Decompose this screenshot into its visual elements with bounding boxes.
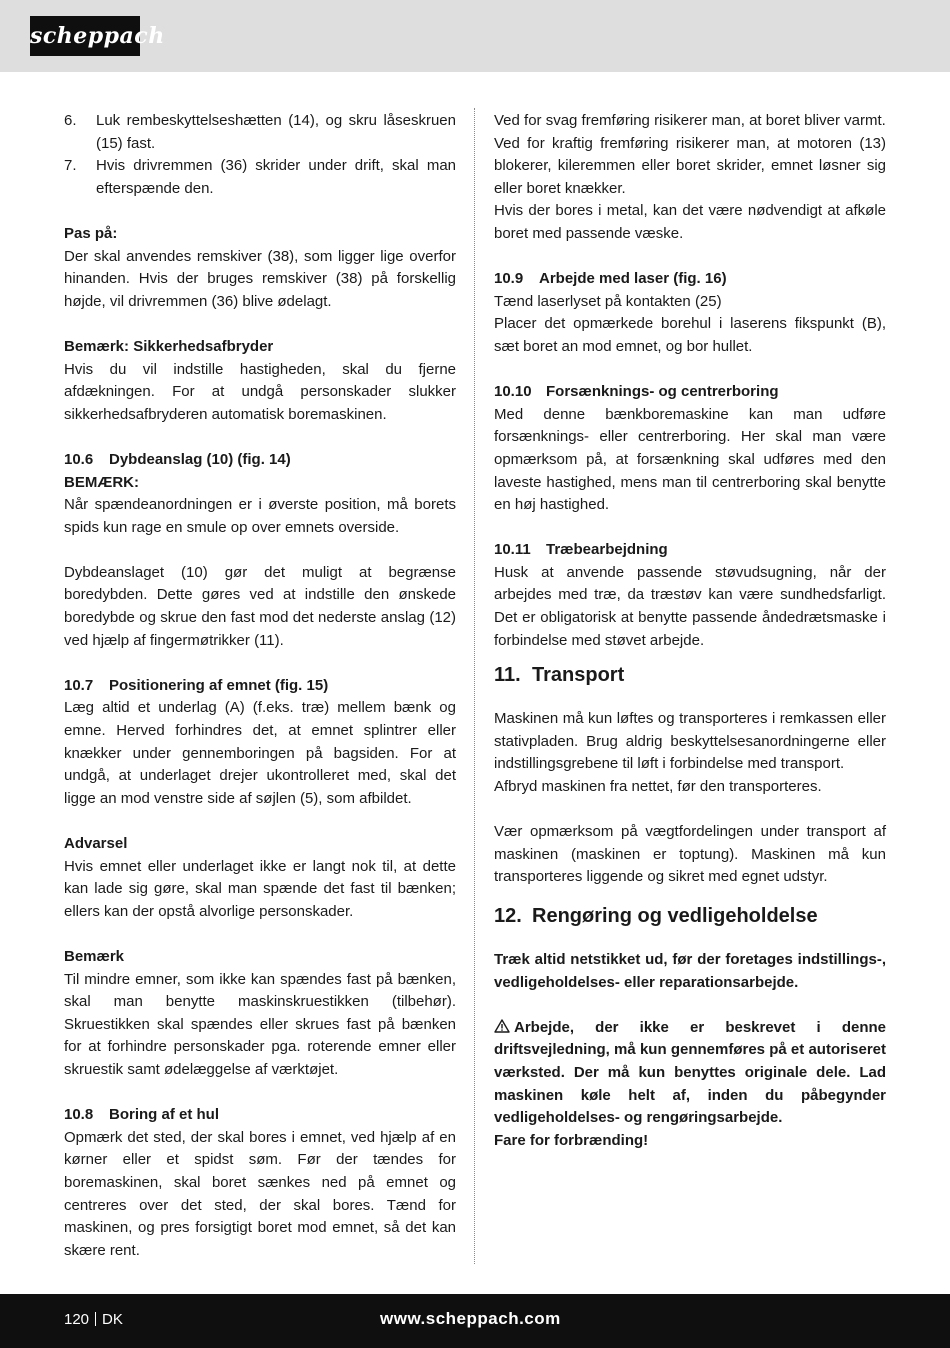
page-footer <box>0 1294 950 1348</box>
caution-title: Pas på: <box>64 224 118 242</box>
section-text: Tænd laserlyset på kontakten (25) <box>494 292 722 310</box>
section-heading-10-9: 10.9 Arbejde med laser (fig. 16) <box>494 270 727 288</box>
section-heading-10-6: 10.6 Dybdeanslag (10) (fig. 14) <box>64 450 291 468</box>
section-heading-10-8: 10.8 Boring af et hul <box>64 1106 219 1124</box>
section-text: Placer det opmærkede borehul i laserens fikspunkt (B), sæt boret an mod emnet, og bor hullet. <box>494 315 886 355</box>
left-column <box>64 110 456 1262</box>
maintenance-notice: Arbejde, der ikke er beskrevet i denne driftsvejledning, må kun gennemføres på et autoriseret værksted. Der må kun benyttes originale dele. Lad maskinen køle helt af, inden du påbegynder vedligeholdelses- og rengøringsarbejde. <box>494 1018 886 1127</box>
list-text: Hvis drivremmen (36) skrider under drift, skal man efterspænde den. <box>96 157 456 197</box>
note-text: Hvis du vil indstille hastigheden, skal du fjerne afdækningen. For at undgå personskader slukker sikkerhedsafbryderen automatisk boremaskinen. <box>64 360 456 423</box>
section-subheading: BEMÆRK: <box>64 473 139 491</box>
list-item <box>64 155 456 200</box>
list-number: 7. <box>64 157 77 175</box>
chapter-heading-12: 12. Rengøring og vedligeholdelse <box>494 905 818 927</box>
section-text: Vær opmærksom på vægtfordelingen under transport af maskinen (maskinen er toptung). Maskinen må kun transporteres liggende og sikret med egnet udstyr. <box>494 823 886 886</box>
section-text: Ved for kraftig fremføring risikerer man, at motoren (13) blokerer, kileremmen eller boret skrider, emnet løsner sig eller boret knækker. <box>494 134 886 197</box>
section-heading-10-10: 10.10 Forsænknings- og centrerboring <box>494 383 779 401</box>
chapter-heading-11: 11. Transport <box>494 664 625 687</box>
remark-title: Bemærk <box>64 947 125 965</box>
right-column <box>494 110 886 1152</box>
section-text: Afbryd maskinen fra nettet, før den transporteres. <box>494 778 822 796</box>
section-heading-10-11: 10.11 Træbearbejdning <box>494 541 668 559</box>
website-link[interactable]: www.scheppach.com <box>380 1309 561 1328</box>
remark-text: Til mindre emner, som ikke kan spændes fast på bænken, skal man benytte maskinskruestikken (tilbehør). Skruestikken skal spændes eller skrues fast på bænken for at forhindre personskader pga. roterende emner eller skruestik samt ødelæggelse af værktøjet. <box>64 970 456 1078</box>
section-text: Dybdeanslaget (10) gør det muligt at begrænse boredybden. Dette gøres ved at indstille den ønskede boredybde og skrue den fast mod det nederste anslag (12) ved hjælp af fingermøtrikker (11). <box>64 563 456 649</box>
section-text: Når spændeanordningen er i øverste position, må borets spids kun rage en smule op over emnets overside. <box>64 496 456 536</box>
list-item <box>64 110 456 155</box>
scheppach-logo: scheppach <box>30 16 140 56</box>
caution-text: Der skal anvendes remskiver (38), som ligger lige overfor hinanden. Hvis der bruges remskiver (38) på forskellig højde, vil drivremmen (36) blive ødelagt. <box>64 247 456 310</box>
section-text: Husk at anvende passende støvudsugning, når der arbejdes med træ, da træstøv kan være sundhedsfarligt. Det er obligatorisk at benytte passende åndedrætsmaske i forbindelse med støvet arbejde. <box>494 563 886 649</box>
section-text: Hvis der bores i metal, kan det være nødvendigt at afkøle boret med passende væske. <box>494 202 886 242</box>
warning-triangle-icon <box>494 1019 510 1033</box>
burn-hazard: Fare for forbrænding! <box>494 1131 649 1149</box>
list-number: 6. <box>64 112 77 129</box>
column-divider <box>474 108 475 1264</box>
list-text: Luk rembeskyttelseshætten (14), og skru låseskruen (15) fast. <box>96 112 456 152</box>
warning-title: Advarsel <box>64 835 128 852</box>
page-number: 120 DK <box>64 1311 123 1328</box>
page-header <box>0 0 950 72</box>
note-title: Bemærk: Sikkerhedsafbryder <box>64 337 274 355</box>
section-heading-10-7: 10.7 Positionering af emnet (fig. 15) <box>64 676 329 694</box>
section-text: Opmærk det sted, der skal bores i emnet, ved hjælp af en kørner eller et spidst søm. Før der tændes for boremaskinen, skal boret sænkes ned på emnet og centreres over det sted, der skal bores. Tænd for maskinen, og pres forsigtigt boret mod emnet, så det kan skære rent. <box>64 1128 456 1259</box>
section-text: Maskinen må kun løftes og transporteres i remkassen eller stativpladen. Brug aldrig beskyttelsesanordningerne eller indstillingsgrebene til løft i forbindelse med transport. <box>494 710 886 773</box>
section-text: Med denne bænkboremaskine kan man udføre forsænknings- eller centrerboring. Her skal man være opmærksom på, at forsænkning skal udføres med den laveste hastighed, mens man til centrerboring skal benytte en høj hastighed. <box>494 405 886 514</box>
section-text: Ved for svag fremføring risikerer man, at boret bliver varmt. <box>494 112 886 129</box>
section-text: Læg altid et underlag (A) (f.eks. træ) mellem bænk og emne. Herved forhindres det, at emnet splintrer eller knækker under gennemboringen på bagsiden. For at undgå, at underlaget drejer ukontrolleret med, skal det ligge an mod venstre side af søjlen (5), som afbildet. <box>64 699 456 807</box>
maintenance-warning: Træk altid netstikket ud, før der foretages indstillings-, vedligeholdelses- eller reparationsarbejde. <box>494 951 886 991</box>
warning-text: Hvis emnet eller underlaget ikke er langt nok til, at dette kan lade sig gøre, skal man spænde det fast til bænken; ellers kan der opstå alvorlige personskader. <box>64 857 456 920</box>
